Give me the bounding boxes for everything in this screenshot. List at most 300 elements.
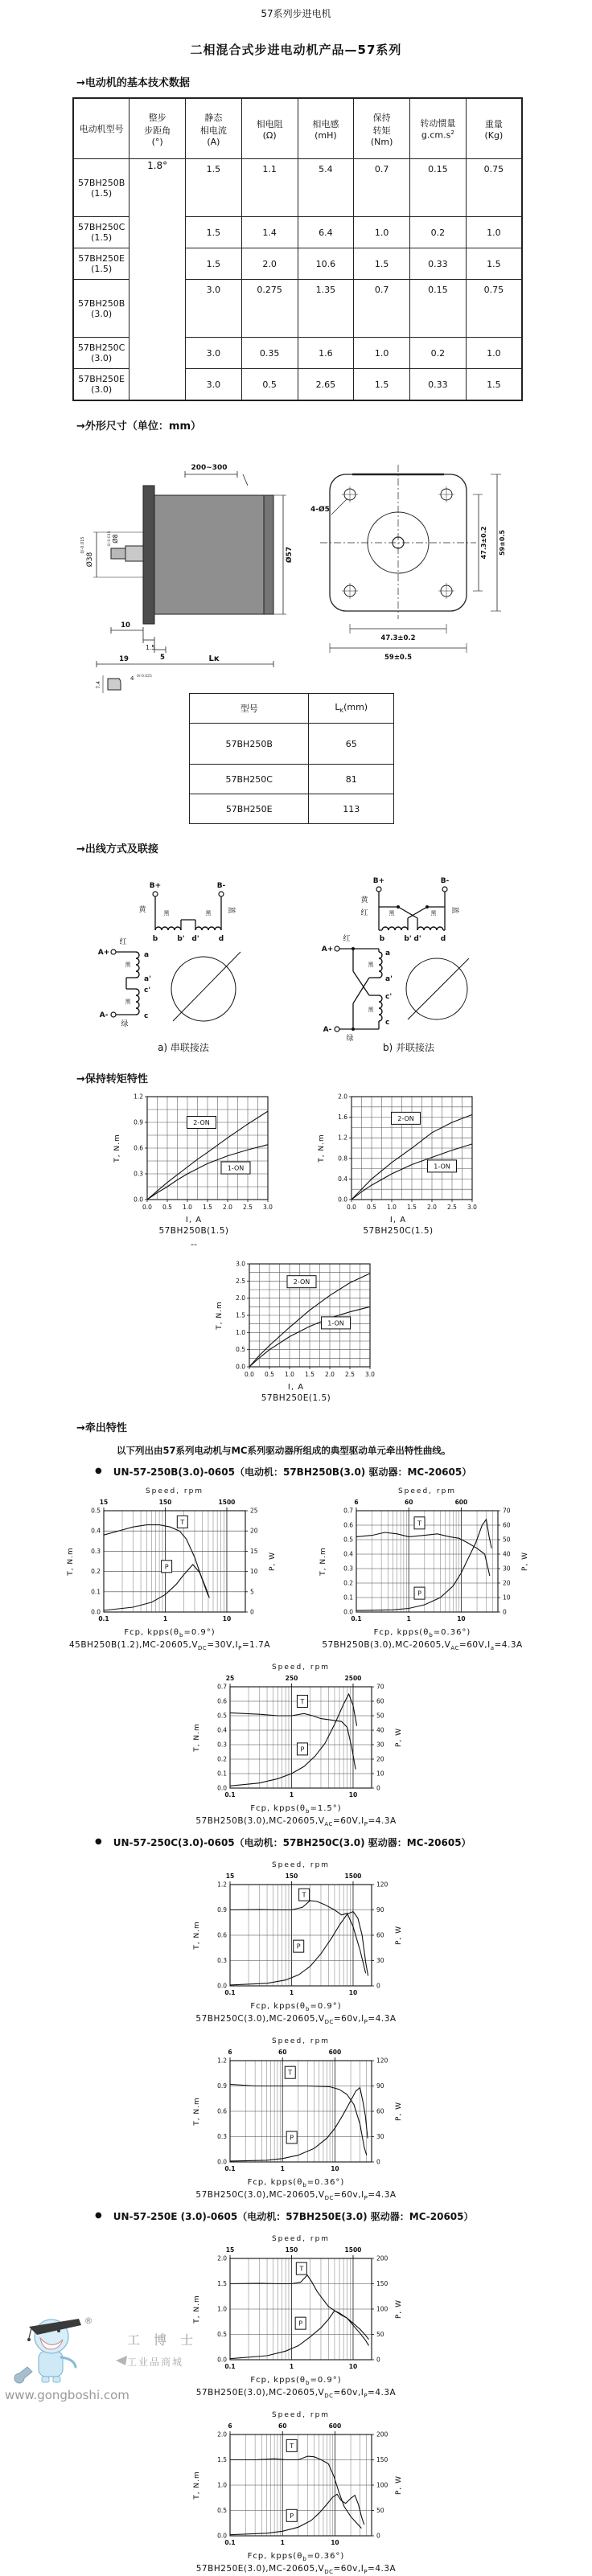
svg-text:0: 0 [503,1608,507,1616]
svg-text:120: 120 [376,1881,388,1889]
svg-text:T, N.m: T, N.m [193,1921,201,1950]
svg-text:b': b' [177,935,185,943]
svg-text:2.5: 2.5 [243,1204,253,1211]
svg-text:1: 1 [280,2539,285,2547]
svg-text:59±0.5: 59±0.5 [499,529,506,556]
svg-text:25: 25 [225,1675,235,1683]
chart-pullout-57bh250b-036 [314,1483,530,1651]
svg-text:d: d [218,935,224,943]
svg-text:红: 红 [119,938,127,946]
spec-model-cell: 57BH250B (3.0) [73,280,130,338]
lk-table [189,693,394,824]
svg-text:A+: A+ [321,945,334,954]
pullout-row-b [0,1483,592,1651]
spec-value-cell: 1.5 [186,159,242,217]
lk-cell: 57BH250E [190,794,309,824]
svg-text:10: 10 [503,1594,511,1602]
svg-text:5: 5 [160,654,165,662]
chart-svg-hold-e15 [212,1257,380,1380]
svg-text:0.5: 0.5 [265,1371,274,1378]
svg-text:0.5: 0.5 [217,1712,227,1720]
svg-text:0.1: 0.1 [91,1588,101,1596]
svg-text:2-ON: 2-ON [193,1119,210,1126]
svg-text:P, W: P, W [395,1926,403,1946]
svg-text:0.4: 0.4 [91,1527,101,1535]
svg-text:6: 6 [354,1499,359,1506]
svg-text:0.1: 0.1 [224,2165,236,2173]
spec-value-cell: 1.1 [241,159,298,217]
svg-text:0.0: 0.0 [236,1363,245,1371]
lk-cell: 113 [309,794,394,824]
svg-text:1.2: 1.2 [134,1093,143,1101]
pullout-center-b [0,1659,592,1827]
svg-text:0.0: 0.0 [217,1982,227,1990]
lk-header-row [190,694,394,724]
svg-text:1.5: 1.5 [305,1371,314,1378]
svg-text:0.0: 0.0 [217,2356,227,2364]
svg-text:1.5: 1.5 [146,644,155,651]
svg-text:47.3±0.2: 47.3±0.2 [480,526,487,560]
svg-text:60: 60 [503,1521,511,1529]
svg-text:Speed, rpm: Speed, rpm [145,1487,204,1495]
svg-text:黑: 黑 [368,1007,374,1013]
lk-table-row [190,724,394,765]
svg-text:60: 60 [376,1931,384,1939]
svg-text:0.0: 0.0 [217,1784,227,1792]
svg-text:T, N.m: T, N.m [216,1301,224,1330]
chart-svg-hold-b15 [110,1090,278,1212]
svg-text:b: b [379,935,385,943]
bullet-icon: ● [95,2211,102,2221]
svg-text:2.0: 2.0 [217,2254,227,2262]
svg-text:200: 200 [376,2430,388,2439]
svg-text:Speed, rpm: Speed, rpm [397,1487,457,1495]
svg-text:10: 10 [121,621,130,630]
svg-text:A-: A- [99,1011,109,1019]
svg-text:Speed, rpm: Speed, rpm [271,2037,331,2046]
svg-text:50: 50 [376,2331,384,2339]
svg-text:60: 60 [376,1697,384,1705]
svg-text:0.7: 0.7 [217,1683,227,1691]
svg-text:600: 600 [328,2049,342,2057]
svg-text:0.1: 0.1 [224,2539,236,2547]
svg-text:a: a [144,951,150,959]
spec-col-header: 重量 (Kg) [466,98,522,159]
svg-text:0: 0 [376,2158,380,2166]
svg-text:黄: 黄 [138,906,146,914]
svg-text:黄: 黄 [360,896,368,904]
svg-text:0.6: 0.6 [134,1144,143,1152]
svg-text:0/-0.025: 0/-0.025 [137,675,152,679]
svg-text:Ø57: Ø57 [286,546,294,564]
svg-text:2.5: 2.5 [447,1204,457,1211]
svg-text:0.3: 0.3 [217,2133,227,2141]
pullout-intro: 以下列出由57系列电动机与MC系列驱动器所组成的典型驱动单元牵出特性曲线。 [117,1445,451,1456]
svg-text:b': b' [404,935,412,943]
svg-text:60: 60 [278,2049,287,2057]
svg-text:黑: 黑 [368,962,374,968]
spec-value-cell: 0.2 [410,217,467,248]
svg-text:70: 70 [503,1507,511,1515]
wiring-diagram-series [83,862,284,1054]
curve-P [230,2088,368,2161]
spec-col-header: 整步 步距角 (°) [130,98,186,159]
bullet-icon: ● [95,1466,102,1475]
svg-text:0.0: 0.0 [347,1204,356,1211]
svg-text:T, N.m: T, N.m [193,2295,201,2324]
chart-x-axis-label: Fcp, $kpps(\theta_b=0.9^\circ)$ [250,2376,342,2387]
spec-value-cell: 0.35 [241,338,298,369]
svg-text:®: ® [84,2316,93,2326]
dimension-drawing-svg [64,437,531,687]
svg-text:4-Ø5: 4-Ø5 [310,506,330,514]
spec-value-cell: 1.5 [354,248,410,280]
svg-text:1.2: 1.2 [217,2057,227,2065]
svg-text:0.6: 0.6 [217,1931,227,1939]
spec-value-cell: 0.15 [410,280,467,338]
svg-text:150: 150 [285,2246,298,2254]
svg-text:黑: 黑 [205,910,212,917]
svg-text:0/-0.015: 0/-0.015 [108,531,112,547]
svg-text:2.0: 2.0 [223,1204,232,1211]
lk-cell: 81 [309,765,394,794]
svg-text:T: T [299,2265,304,2273]
svg-text:1.0: 1.0 [236,1328,245,1336]
svg-text:1-ON: 1-ON [327,1319,344,1327]
spec-value-cell: 2.0 [241,248,298,280]
spec-value-cell: 1.0 [354,217,410,248]
svg-text:30: 30 [376,2133,384,2141]
spec-value-cell: 1.5 [186,217,242,248]
holding-chart-center [0,1257,592,1403]
svg-text:1500: 1500 [344,1873,362,1881]
chart-pullout-57bh250e-036 [188,2407,404,2575]
svg-text:1.5: 1.5 [236,1311,245,1319]
svg-text:5: 5 [250,1588,254,1596]
svg-text:50: 50 [376,2507,384,2515]
spec-value-cell: 0.7 [354,159,410,217]
svg-text:100: 100 [376,2481,388,2489]
chart-x-axis-label: Fcp, $kpps(\theta_b=0.36^\circ)$ [247,2552,345,2563]
svg-text:0.9: 0.9 [217,2082,227,2090]
svg-text:2-ON: 2-ON [293,1278,310,1286]
bullet-un57-250e [95,2209,592,2223]
wiring-diagram-parallel [308,862,509,1054]
svg-text:绿: 绿 [121,1020,129,1028]
svg-text:0.1: 0.1 [224,1989,236,1997]
svg-text:3.0: 3.0 [467,1204,477,1211]
svg-text:0.3: 0.3 [91,1547,101,1555]
svg-text:10: 10 [348,1989,358,1997]
svg-text:150: 150 [285,1873,298,1881]
svg-text:1.0: 1.0 [285,1371,294,1378]
chart-x-axis-label: Fcp, $kpps(\theta_b=0.9^\circ)$ [124,1628,216,1639]
svg-text:1.5: 1.5 [217,2456,227,2464]
svg-text:0.3: 0.3 [134,1170,143,1178]
svg-text:P, W: P, W [395,2299,403,2320]
svg-text:2.0: 2.0 [325,1371,335,1378]
svg-text:P: P [164,1563,169,1571]
svg-text:0.2: 0.2 [343,1579,353,1587]
svg-text:A+: A+ [97,949,110,957]
curve-T [230,1901,366,1973]
chart-hold-57bh250c [314,1090,482,1249]
svg-text:1-ON: 1-ON [227,1164,245,1172]
svg-text:P: P [290,2134,294,2142]
svg-text:0.7: 0.7 [343,1507,353,1515]
spec-value-cell: 0.7 [354,280,410,338]
lk-cell: 57BH250C [190,765,309,794]
svg-text:47.3±0.2: 47.3±0.2 [380,634,416,642]
chart-x-axis-label: Fcp, $kpps(\theta_b=0.36^\circ)$ [373,1628,471,1639]
svg-text:0.4: 0.4 [217,1726,227,1734]
svg-text:2500: 2500 [344,1675,362,1683]
chart-model-caption: $57BH250B(3.0),MC-20605,V_{AC}=60V,I_P=4.3A$ [195,1816,397,1828]
chart-model-caption: $57BH250E(3.0),MC-20605,V_{DC}=60v,I_P=4.3A$ [195,2388,397,2400]
svg-text:0.4: 0.4 [343,1550,353,1558]
svg-text:0.2: 0.2 [91,1568,101,1576]
svg-text:1.5: 1.5 [407,1204,417,1211]
svg-text:20: 20 [503,1579,511,1587]
svg-text:10: 10 [376,1770,384,1778]
svg-text:0.5: 0.5 [217,2331,227,2339]
spec-value-cell: 1.5 [466,248,522,280]
svg-text:P, W: P, W [269,1551,277,1572]
pullout-center-e2 [0,2407,592,2575]
svg-text:0.0: 0.0 [338,1196,347,1204]
chart-x-axis-label: Fcp, $kpps(\theta_b=0.9^\circ)$ [250,2002,342,2013]
spec-model-cell: 57BH250E (3.0) [73,369,130,401]
bullet-icon: ● [95,1837,102,1847]
svg-text:0.4: 0.4 [338,1175,347,1183]
svg-text:60: 60 [404,1499,413,1506]
svg-text:b: b [152,935,158,943]
lk-table-row [190,765,394,794]
svg-text:1.0: 1.0 [183,1204,192,1211]
doc-subtitle: 二相混合式步进电动机产品—57系列 [190,43,402,57]
svg-text:红: 红 [360,909,368,917]
chart-model-caption: 57BH250B(1.5) [158,1226,229,1236]
svg-text:50: 50 [503,1536,511,1544]
svg-text:黑: 黑 [388,910,395,917]
svg-text:0: 0 [376,2356,380,2364]
svg-text:15: 15 [250,1547,258,1555]
spec-value-cell: 3.0 [186,338,242,369]
svg-text:250: 250 [285,1675,298,1683]
section-heading-pullout: →牵出特性 [76,1422,127,1434]
svg-text:c': c' [144,987,151,995]
svg-text:10: 10 [331,2165,339,2173]
footer-logo-area [5,2311,246,2402]
svg-text:0.5: 0.5 [162,1204,172,1211]
svg-text:0.6: 0.6 [217,1697,227,1705]
chart-pullout-57bh250b-15 [188,1659,404,1827]
chart-model-caption: $57BH250C(3.0),MC-20605,V_{DC}=60v,I_P=4.3A$ [195,2014,397,2026]
svg-text:1: 1 [406,1615,411,1622]
svg-text:2.5: 2.5 [345,1371,355,1378]
chart-svg-po-c-b [188,2033,404,2175]
svg-text:T, N.m: T, N.m [193,2471,201,2500]
spec-value-cell: 1.5 [186,248,242,280]
svg-text:2.5: 2.5 [236,1277,245,1285]
svg-text:T, N.m: T, N.m [67,1547,75,1576]
svg-text:A-: A- [323,1026,332,1034]
spec-step-angle-cell: 1.8° [130,159,186,401]
spec-model-cell: 57BH250E (1.5) [73,248,130,280]
wiring-parallel-svg [308,862,509,1043]
svg-text:c': c' [385,993,393,1001]
svg-text:Lĸ: Lĸ [208,654,220,663]
bullet-un57-250b [95,1465,592,1479]
svg-text:0.8: 0.8 [338,1155,347,1163]
spec-col-header: 相电感 (mH) [298,98,354,159]
spec-value-cell: 0.2 [410,338,467,369]
section-heading-specs: →电动机的基本技术数据 [76,77,190,89]
lk-table-row [190,794,394,824]
svg-text:B+: B+ [372,877,385,885]
svg-text:70: 70 [376,1683,384,1691]
spec-value-cell: 0.33 [410,369,467,401]
svg-text:15: 15 [225,2246,235,2254]
svg-text:c: c [385,1019,390,1027]
wiring-diagrams [0,862,592,1054]
svg-text:0.5: 0.5 [343,1536,353,1544]
chart-svg-po-c-a [188,1857,404,1999]
chart-model-caption: $45BH250B(1.2),MC-20605,V_{DC}=30V,I_P=1.7A$ [68,1640,271,1652]
svg-text:1: 1 [280,2165,285,2173]
chart-model-caption: $57BH250E(3.0),MC-20605,V_{DC}=60v,I_P=4.3A$ [195,2564,397,2576]
spec-value-cell: 0.275 [241,280,298,338]
svg-text:30: 30 [376,1741,384,1749]
svg-text:120: 120 [376,2057,388,2065]
svg-text:1.5: 1.5 [217,2280,227,2288]
svg-text:0.6: 0.6 [217,2107,227,2115]
svg-text:0.1: 0.1 [217,1770,227,1778]
lk-cell: 57BH250B [190,724,309,765]
svg-text:绿: 绿 [346,1035,354,1043]
svg-text:0.3: 0.3 [343,1565,353,1573]
svg-text:T, N.m: T, N.m [318,1134,326,1163]
spec-value-cell: 5.4 [298,159,354,217]
svg-text:B-: B- [440,877,450,885]
svg-text:0.3: 0.3 [217,1957,227,1965]
wiring-caption-parallel: b) 并联接法 [382,1042,435,1053]
spec-col-header: 静态 相电流 (A) [186,98,242,159]
svg-text:20: 20 [376,1755,384,1763]
svg-text:90: 90 [376,2082,384,2090]
svg-text:2.0: 2.0 [338,1093,347,1101]
spec-value-cell: 1.5 [466,369,522,401]
bullet-text: UN-57-250B(3.0)-0605（电动机：57BH250B(3.0) 驱动器：MC-20605） [113,1466,472,1478]
svg-text:0.5: 0.5 [91,1507,101,1515]
svg-text:10: 10 [331,2539,339,2547]
mascot-logo-svg [5,2311,246,2385]
gongboshi-mascot-logo [5,2311,246,2388]
spec-col-header: 转动惯量 $g.cm.s^2$ [410,98,467,159]
svg-text:7.4: 7.4 [96,681,101,689]
svg-text:30: 30 [503,1565,511,1573]
svg-text:59±0.5: 59±0.5 [384,654,413,662]
svg-text:0.5: 0.5 [217,2507,227,2515]
svg-text:10: 10 [457,1615,466,1622]
svg-text:P, W: P, W [395,1728,403,1748]
svg-text:2.0: 2.0 [427,1204,437,1211]
svg-text:1.0: 1.0 [217,2305,227,2313]
spec-col-header: 电动机型号 [73,98,130,159]
holding-chart-row [0,1090,592,1249]
svg-text:P: P [290,2512,294,2521]
svg-text:150: 150 [376,2456,388,2464]
svg-text:1.0: 1.0 [217,2481,227,2489]
wiring-series-svg [83,862,284,1036]
svg-text:0/-0.015: 0/-0.015 [80,536,85,554]
svg-text:0.0: 0.0 [91,1608,101,1616]
svg-text:1.2: 1.2 [217,1881,227,1889]
svg-text:0.9: 0.9 [134,1118,143,1126]
svg-text:黑: 黑 [430,910,437,917]
chart-hold-57bh250e [212,1257,380,1403]
spec-value-cell: 0.15 [410,159,467,217]
curve-T [230,2275,369,2346]
svg-text:10: 10 [222,1615,232,1622]
svg-text:60: 60 [278,2422,287,2430]
svg-text:150: 150 [376,2280,388,2288]
spec-value-cell: 1.0 [354,338,410,369]
svg-text:0.9: 0.9 [217,1906,227,1914]
svg-text:0.0: 0.0 [343,1608,353,1616]
svg-text:200: 200 [376,2254,388,2262]
chart-svg-po-b-c [188,1659,404,1801]
spec-value-cell: 0.75 [466,280,522,338]
svg-text:P: P [298,2320,303,2328]
curve-T [104,1525,208,1596]
svg-text:T: T [302,1891,306,1899]
svg-text:P, W: P, W [395,2476,403,2496]
svg-text:10: 10 [348,1791,358,1799]
curve-T [230,1713,356,1769]
chart-model-caption: 57BH250C(1.5) [363,1226,434,1236]
svg-text:10: 10 [348,2363,358,2371]
svg-text:a': a' [144,975,151,983]
svg-text:0.1: 0.1 [343,1594,353,1602]
spec-col-header: 相电阻 (Ω) [241,98,298,159]
svg-text:T, N.m: T, N.m [193,2097,201,2127]
svg-text:30: 30 [376,1957,384,1965]
spec-value-cell: 2.65 [298,369,354,401]
svg-text:a: a [385,950,391,958]
svg-text:0: 0 [250,1608,254,1616]
svg-text:4: 4 [130,675,134,682]
svg-text:19: 19 [119,655,129,663]
svg-text:黑: 黑 [163,910,170,917]
svg-text:50: 50 [376,1712,384,1720]
svg-text:T: T [180,1518,185,1526]
spec-value-cell: 1.0 [466,338,522,369]
chart-x-axis-label: Fcp, $kpps(\theta_b=0.36^\circ)$ [247,2178,345,2189]
svg-text:60: 60 [376,2107,384,2115]
svg-text:3.0: 3.0 [365,1371,375,1378]
spec-value-cell: 10.6 [298,248,354,280]
chart-model-caption: 57BH250E(1.5) [261,1393,331,1403]
spec-value-cell: 1.5 [354,369,410,401]
chart-svg-hold-c15 [314,1090,482,1212]
section-heading-dims: →外形尺寸（单位：mm） [76,420,201,433]
chart-hold-57bh250b [110,1090,278,1249]
pullout-center-c2 [0,2033,592,2201]
svg-text:0.5: 0.5 [236,1346,245,1354]
svg-text:1: 1 [289,1989,294,1997]
spec-value-cell: 6.4 [298,217,354,248]
